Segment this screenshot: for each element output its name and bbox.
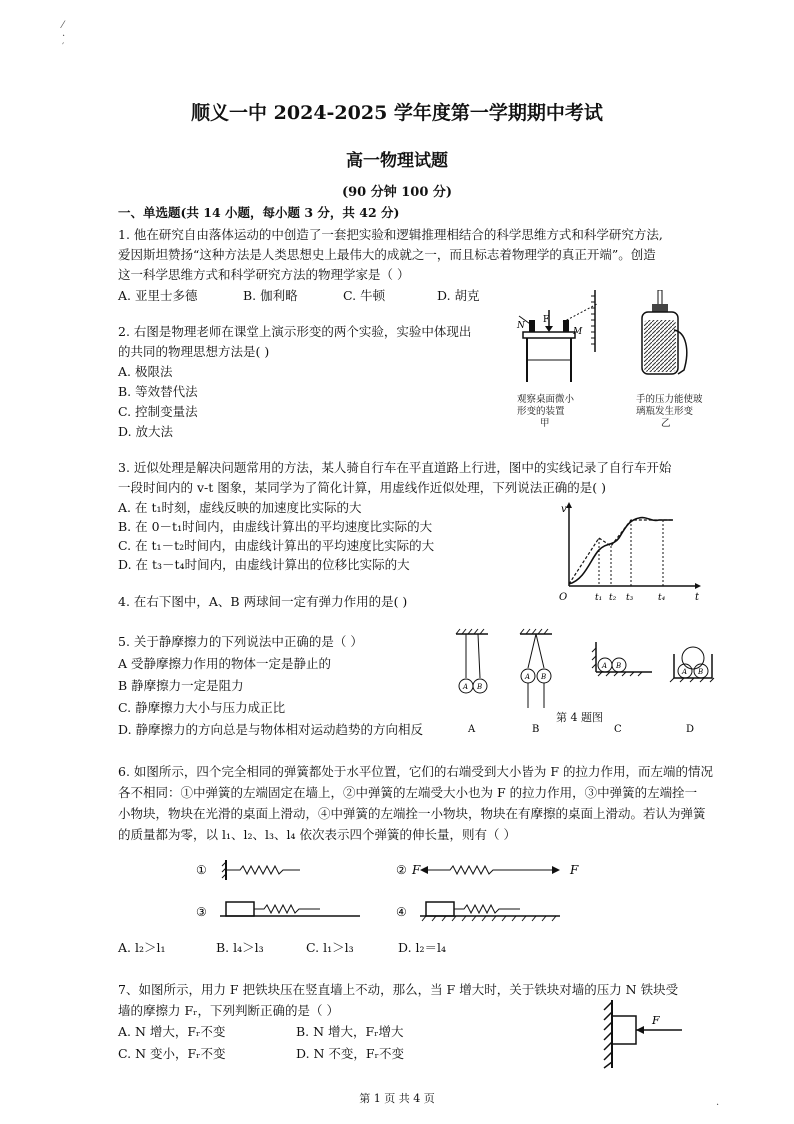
q2-fig-a-caption-2: 形变的装置 (517, 406, 565, 417)
q5-line: 5. 关于静摩擦力的下列说法中正确的是（ ） (118, 634, 363, 649)
q2-fig-letter-m: M (573, 327, 583, 337)
corner-mark: · (716, 1100, 720, 1111)
q6-option-b: B. l₄＞l₃ (216, 940, 264, 955)
q2-fig-b-label: 乙 (661, 418, 671, 429)
page-footer: 第 1 页 共 4 页 (359, 1092, 435, 1105)
margin-mark: ⁄ · ′ (62, 20, 66, 53)
q3-option-b: B. 在 0－t₁时间内，由虚线计算出的平均速度比实际的大 (118, 519, 433, 534)
exam-meta: (90 分钟 100 分) (341, 185, 453, 200)
q6-fig-label-3: ③ (196, 905, 207, 919)
q2-fig-letter-n: N (517, 321, 525, 331)
q3-axis-origin: O (559, 592, 568, 603)
q4-fig-b-ball-b: B (541, 673, 547, 681)
q6-option-c: C. l₁＞l₃ (306, 940, 354, 955)
q1-option-a: A. 亚里士多德 (118, 288, 198, 303)
exam-subtitle: 高一物理试题 (346, 151, 448, 171)
q4-fig-d-ball-a: A (682, 668, 688, 676)
q5-option-c: C. 静摩擦力大小与压力成正比 (118, 700, 286, 715)
q3-vt-graph (555, 498, 705, 608)
q6-line-1: 6. 如图所示，四个完全相同的弹簧都处于水平位置，它们的右端受到大小皆为 F 的拉力作用，而左端的情况 (118, 764, 714, 779)
q3-tick-t4: t₄ (658, 593, 666, 603)
q4-fig-b-ball-a: A (525, 673, 531, 681)
q2-fig-letter-f: F (543, 315, 550, 325)
q7-line-2: 墙的摩擦力 Fᵣ，下列判断正确的是（ ） (118, 1003, 339, 1018)
q3-tick-t3: t₃ (626, 593, 634, 603)
q7-option-d: D. N 不变，Fᵣ不变 (296, 1046, 404, 1061)
q6-line-2: 各不相同：①中弹簧的左端固定在墙上，②中弹簧的左端受大小也为 F 的拉力作用，③中弹簧的左端拴一 (118, 785, 698, 800)
q4-fig-a-ball-b: B (477, 683, 483, 691)
q4-fig-label-b: B (532, 724, 540, 735)
q2-fig-b-caption-1: 手的压力能使玻 (636, 394, 703, 405)
q6-line-4: 的质量都为零，以 l₁、l₂、l₃、l₄ 依次表示四个弹簧的伸长量，则有（ ） (118, 827, 516, 842)
q6-spring-figures (190, 850, 590, 930)
q3-line-2: 一段时间内的 v-t 图象，某同学为了简化计算，用虚线作近似处理，下列说法正确的是( ) (118, 480, 606, 495)
q3-option-d: D. 在 t₃－t₄时间内，由虚线计算出的位移比实际的大 (118, 557, 410, 572)
q2-option-b: B. 等效替代法 (118, 384, 198, 399)
exam-title: 顺义一中 2024-2025 学年度第一学期期中考试 (191, 102, 603, 124)
q7-line-1: 7、如图所示，用力 F 把铁块压在竖直墙上不动，那么，当 F 增大时，关于铁块对墙的压力 N 铁块受 (118, 982, 679, 997)
q3-tick-t2: t₂ (609, 593, 617, 603)
q3-axis-t: t (695, 592, 700, 603)
q4-fig-c-ball-a: A (602, 662, 608, 670)
q1-option-c: C. 牛顿 (343, 288, 386, 303)
q6-option-a: A. l₂＞l₁ (118, 940, 166, 955)
q5-option-d: D. 静摩擦力的方向总是与物体相对运动趋势的方向相反 (118, 722, 424, 737)
q6-fig2-force-left: F (412, 863, 421, 877)
q7-option-a: A. N 增大，Fᵣ不变 (118, 1024, 226, 1039)
q7-option-c: C. N 变小，Fᵣ不变 (118, 1046, 226, 1061)
q6-option-d: D. l₂＝l₄ (398, 940, 447, 955)
q4-caption: 第 4 题图 (556, 711, 603, 724)
q2-figure-desk (513, 290, 608, 390)
q6-line-3: 小物块，物块在光滑的桌面上滑动，④中弹簧的左端拴一小物块，物块在有摩擦的桌面上滑动。若认为弹簧 (118, 806, 706, 821)
q1-line-1: 1. 他在研究自由落体运动的中创造了一套把实验和逻辑推理相结合的科学思维方式和科学研究方法, (118, 227, 663, 242)
q1-line-2: 爱因斯坦赞扬“这种方法是人类思想史上最伟大的成就之一，而且标志着物理学的真正开端”。创造 (118, 247, 656, 262)
q3-line-1: 3. 近似处理是解决问题常用的方法，某人骑自行车在平直道路上行进，图中的实线记录了自行车开始 (118, 460, 672, 475)
q3-option-a: A. 在 t₁时刻，虚线反映的加速度比实际的大 (118, 500, 362, 515)
q7-wall-figure (590, 998, 690, 1070)
q2-line-2: 的共同的物理思想方法是( ) (118, 344, 270, 359)
q2-fig-a-caption-1: 观察桌面微小 (517, 394, 575, 405)
q4-fig-d-ball-b: B (698, 668, 704, 676)
q1-option-b: B. 伽利略 (243, 288, 298, 303)
q2-fig-a-label: 甲 (540, 418, 550, 429)
q4-fig-label-a: A (468, 724, 476, 735)
q2-figure-bottle (628, 290, 698, 390)
q3-axis-v: v (561, 504, 567, 515)
q5-option-b: B 静摩擦力一定是阻力 (118, 678, 244, 693)
section-heading: 一、单选题(共 14 小题，每小题 3 分，共 42 分) (118, 205, 400, 220)
q5-option-a: A 受静摩擦力作用的物体一定是静止的 (118, 656, 332, 671)
q4-fig-c-ball-b: B (616, 662, 622, 670)
q3-tick-t1: t₁ (595, 593, 603, 603)
q4-fig-a-ball-a: A (463, 683, 469, 691)
q2-option-d: D. 放大法 (118, 424, 174, 439)
q2-option-c: C. 控制变量法 (118, 404, 198, 419)
q7-option-b: B. N 增大，Fᵣ增大 (296, 1024, 404, 1039)
q1-option-d: D. 胡克 (437, 288, 480, 303)
q2-line-1: 2. 右图是物理老师在课堂上演示形变的两个实验，实验中体现出 (118, 324, 472, 339)
q6-fig-label-1: ① (196, 863, 207, 877)
q4-fig-label-c: C (614, 724, 622, 735)
q6-fig-label-2: ② (396, 863, 407, 877)
q4-fig-label-d: D (686, 724, 695, 735)
q6-fig2-force-right: F (570, 863, 579, 877)
q2-fig-b-caption-2: 璃瓶发生形变 (636, 406, 694, 417)
q7-force-label: F (652, 1014, 660, 1027)
q3-option-c: C. 在 t₁－t₂时间内，由虚线计算出的平均速度比实际的大 (118, 538, 435, 553)
q1-line-3: 这一科学思维方式和科学研究方法的物理学家是（ ） (118, 267, 410, 282)
q6-fig-label-4: ④ (396, 905, 407, 919)
q4-line: 4. 在右下图中，A、B 两球间一定有弹力作用的是( ) (118, 594, 408, 609)
q2-option-a: A. 极限法 (118, 364, 173, 379)
